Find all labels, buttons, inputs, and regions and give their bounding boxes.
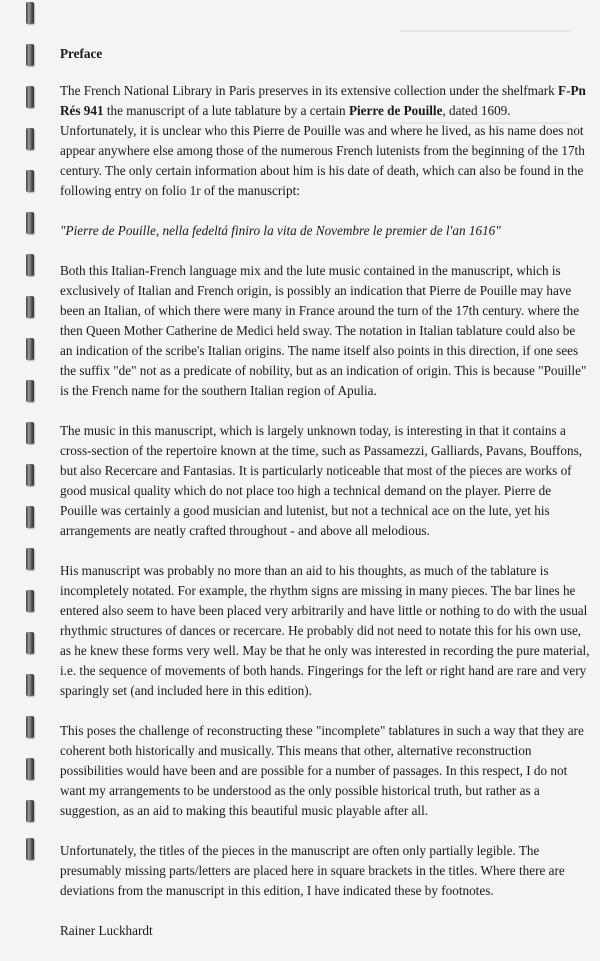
binding-ring <box>26 2 34 24</box>
paragraph-4: His manuscript was probably no more than an aid to his thoughts, as much of the tablature is incompletely notated. For example, the rhythm signs are missing in many pieces. The bar lines he entered also seem to have been placed very arbitrarily and have little or nothing to do with the usual rhythmic structures of dances or recercare. He probably did not need to notate this for his own use, as he knew these forms very well. May be that he only was interested in recording the pure material, i.e. the sequence of movements of both hands. Fingerings for the left or right hand are rare and very sparingly set (and included here in this edition). <box>60 563 590 698</box>
binding-ring <box>26 464 34 486</box>
paragraph-2: Both this Italian-French language mix and the lute music contained in the manuscript, which is exclusively of Italian and French origin, is possibly an indication that Pierre de Pouille may have been an Italian, of which there were many in France around the turn of the 17th century. where the then Queen Mother Catherine de Medici held sway. The notation in Italian tablature could also be an indication of the scribe's Italian origins. The name itself also points in this direction, if one sees the suffix "de" not as a predicate of nobility, but as an indication of origin. This is because "Pouille" is the French name for the southern Italian region of Apulia. <box>60 263 587 398</box>
binding-ring <box>26 380 34 402</box>
paragraph-1-text-c: , dated 1609. Unfortunately, it is unclear who this Pierre de Pouille was and where he lived, as his name does not appear anywhere else among those of the numerous French lutenists from the beginning of the 17th century. The only certain information about him is his date of death, which can also be found in the following entry on folio 1r of the manuscript: <box>60 103 585 198</box>
binding-ring <box>26 212 34 234</box>
binding-ring <box>26 44 34 66</box>
binding-ring <box>26 296 34 318</box>
paragraph-1 <box>60 81 590 201</box>
binding-ring <box>26 716 34 738</box>
paragraph-1-text-a: The French National Library in Paris preserves in its extensive collection under the shelfmark <box>60 83 559 98</box>
binding-ring <box>26 254 34 276</box>
paragraph-3: The music in this manuscript, which is largely unknown today, is interesting in that it contains a cross-section of the repertoire known at the time, such as Passamezzi, Galliards, Pavans, Bouffons, but also Recercare and Fantasias. It is particularly noticeable that most of the pieces are works of good musical quality which do not place too high a technical demand on the player. Pierre de Pouille was certainly a good musician and lutenist, but not a technical ace on the lute, yet his arrangements are neatly crafted throughout - and above all melodious. <box>60 423 582 538</box>
binding-ring <box>26 758 34 780</box>
composer-name: Pierre de Pouille <box>348 103 443 118</box>
preface-page <box>60 44 590 961</box>
paragraph-6: Unfortunately, the titles of the pieces in the manuscript are often only partially legible. The presumably missing parts/letters are placed here in square brackets in the titles. Where there are deviations from the manuscript in this edition, I have indicated these by footnotes. <box>60 843 565 898</box>
paragraph-5: This poses the challenge of reconstructing these "incomplete" tablatures in such a way that they are coherent both historically and musically. This means that other, alternative reconstruction possibilities would have been and are possible for a number of passages. In this respect, I do not want my arrangements to be understood as the only possible historical truth, but rather as a suggestion, as an aid to making this beautiful music playable after all. <box>60 723 584 818</box>
manuscript-quote: "Pierre de Pouille, nella fedeltá finiro la vita de Novembre le premier de l'an 1616" <box>60 223 501 238</box>
shelfmark: F-Pn Rés 941 <box>60 83 586 118</box>
binding-ring <box>26 170 34 192</box>
binding-ring <box>26 548 34 570</box>
binding-ring <box>26 838 34 860</box>
spiral-binding <box>0 0 42 855</box>
binding-ring <box>26 506 34 528</box>
binding-ring <box>26 338 34 360</box>
binding-ring <box>26 86 34 108</box>
binding-ring <box>26 632 34 654</box>
binding-ring <box>26 128 34 150</box>
page-title: Preface <box>60 46 103 61</box>
binding-ring <box>26 800 34 822</box>
paragraph-1-text-b: the manuscript of a lute tablature by a certain <box>103 103 349 118</box>
binding-ring <box>26 674 34 696</box>
binding-ring <box>26 590 34 612</box>
binding-ring <box>26 422 34 444</box>
author-signature: Rainer Luckhardt <box>60 923 153 938</box>
